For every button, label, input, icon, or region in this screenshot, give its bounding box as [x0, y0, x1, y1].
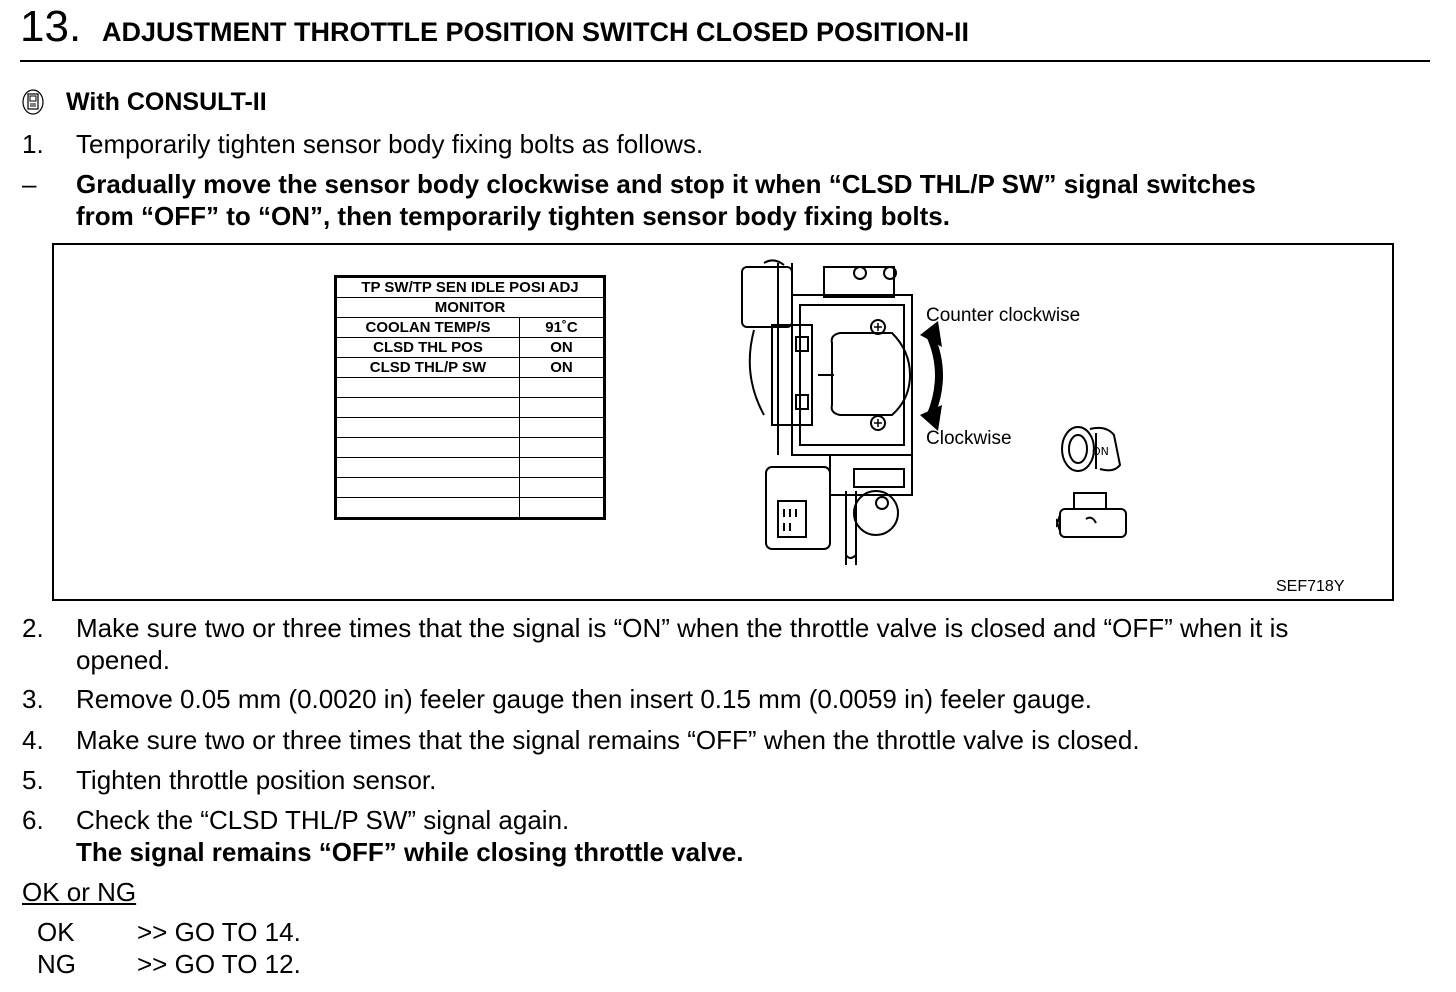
step-bold-note: The signal remains “OFF” while closing throttle valve. [76, 837, 744, 867]
substep-dash: – [22, 169, 37, 199]
section-heading [20, 2, 1430, 62]
consult-tester-icon [22, 89, 44, 115]
step-number: 4. [22, 725, 44, 755]
step-number: 2. [22, 613, 44, 643]
ok-label: OK [37, 917, 75, 947]
figure-code: SEF718Y [1276, 578, 1345, 595]
clockwise-label: Clockwise [926, 428, 1012, 449]
table-row [336, 378, 605, 398]
key-on-label: ON [1092, 445, 1109, 458]
result-heading: OK or NG [22, 877, 137, 907]
consult-subheading [22, 86, 267, 118]
ignition-and-engine-icons [1056, 419, 1136, 543]
section-number: 13. [20, 2, 82, 51]
table-row [336, 498, 605, 519]
step-text: Make sure two or three times that the signal is “ON” when the throttle valve is closed and “OFF” when it is [76, 613, 1289, 643]
consult-label: With CONSULT-II [66, 88, 267, 116]
monitor-value: ON [520, 358, 605, 378]
counter-clockwise-label: Counter clockwise [926, 305, 1081, 326]
monitor-title: TP SW/TP SEN IDLE POSI ADJ [336, 277, 605, 298]
table-row [336, 458, 605, 478]
table-row [336, 338, 605, 358]
table-row [336, 358, 605, 378]
step-number: 5. [22, 765, 44, 795]
monitor-item: COOLAN TEMP/S [336, 318, 520, 338]
throttle-sensor-diagram [734, 255, 954, 575]
monitor-item: CLSD THL/P SW [336, 358, 520, 378]
step-text: Temporarily tighten sensor body fixing bolts as follows. [76, 129, 704, 159]
ng-action-link[interactable]: >> GO TO 12. [137, 949, 301, 979]
ok-action-link[interactable]: >> GO TO 14. [137, 917, 301, 947]
monitor-value: 91˚C [520, 318, 605, 338]
step-number: 6. [22, 805, 44, 835]
step-text: Tighten throttle position sensor. [76, 765, 437, 795]
illustration-frame [52, 243, 1394, 601]
substep-bold-line: from “OFF” to “ON”, then temporarily tighten sensor body fixing bolts. [76, 201, 950, 231]
monitor-item: CLSD THL POS [336, 338, 520, 358]
step-number: 3. [22, 684, 44, 714]
step-number: 1. [22, 129, 44, 159]
substep-bold-line: Gradually move the sensor body clockwise and stop it when “CLSD THL/P SW” signal switches [76, 169, 1256, 199]
table-row [336, 318, 605, 338]
step-text: opened. [76, 645, 170, 675]
table-row [336, 418, 605, 438]
section-title: ADJUSTMENT THROTTLE POSITION SWITCH CLOSED POSITION-II [102, 17, 970, 47]
table-row [336, 398, 605, 418]
step-text: Make sure two or three times that the signal remains “OFF” when the throttle valve is closed. [76, 725, 1140, 755]
monitor-header: MONITOR [336, 298, 605, 318]
table-row [336, 478, 605, 498]
table-row [336, 438, 605, 458]
step-text: Check the “CLSD THL/P SW” signal again. [76, 805, 570, 835]
monitor-value: ON [520, 338, 605, 358]
step-text: Remove 0.05 mm (0.0020 in) feeler gauge then insert 0.15 mm (0.0059 in) feeler gauge. [76, 684, 1093, 714]
consult-monitor-table [334, 275, 606, 520]
ng-label: NG [37, 949, 76, 979]
